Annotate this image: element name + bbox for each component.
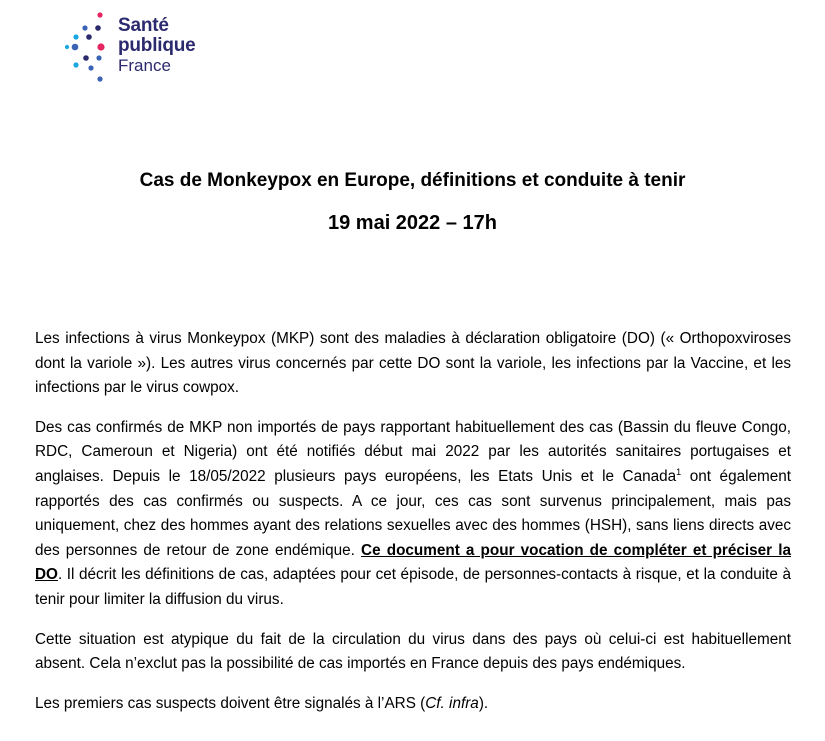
paragraph-2-emphasis: Ce document a pour vocation de compléter et préciser la DO xyxy=(35,541,791,584)
paragraph-2-text-b: ont également rapportés des cas confirmés ou suspects. A ce jour, ces cas sont survenus principalement, mais pas uniquement, chez des hommes ayant des relations sexuelles avec des hommes (HSH), sans liens directs avec des personnes de retour de zone endémique. xyxy=(35,467,791,559)
paragraph-4 xyxy=(35,692,791,717)
paragraph-2-text-c: . Il décrit les définitions de cas, adaptées pour cet épisode, de personnes-contacts à risque, et la conduite à tenir pour limiter la diffusion du virus. xyxy=(35,566,791,608)
logo-line-france: France xyxy=(118,56,171,75)
paragraph-4-text-b: ). xyxy=(478,694,489,712)
sante-publique-france-logo xyxy=(62,10,222,90)
footnote-marker: 1 xyxy=(676,466,682,477)
paragraph-2-text-a: Des cas confirmés de MKP non importés de pays rapportant habituellement des cas (Bassin du fleuve Congo, RDC, Cameroun et Nigeria) ont été notifiés début mai 2022 par les autorités sanitaires portugaises et anglaises. Depuis le 18/05/2022 plusieurs pays européens, les Etats Unis et le Canada xyxy=(35,418,791,485)
paragraph-4-text-a: Les premiers cas suspects doivent être signalés à l’ARS ( xyxy=(35,694,426,712)
document-title: Cas de Monkeypox en Europe, définitions et conduite à tenir xyxy=(139,170,686,191)
paragraph-4-italic: Cf. infra xyxy=(425,694,479,712)
paragraph-1: Les infections à virus Monkeypox (MKP) sont des maladies à déclaration obligatoire (DO) (« Orthopoxviroses dont la variole »). Les autres virus concernés par cette DO sont la variole, les infections par la Vaccine, et les infections par le virus cowpox. xyxy=(35,330,791,397)
paragraph-3: Cette situation est atypique du fait de la circulation du virus dans des pays où celui-ci est habituellement absent. Cela n’exclut pas la possibilité de cas importés en France depuis des pays endémiques. xyxy=(35,630,791,673)
logo-wordmark xyxy=(118,16,196,74)
document-body xyxy=(35,327,791,731)
document-date: 19 mai 2022 – 17h xyxy=(327,212,497,234)
paragraph-2 xyxy=(35,416,791,613)
logo-line-sante: Santé xyxy=(118,15,169,36)
logo-line-publique: publique xyxy=(118,35,196,56)
logo-dots-icon xyxy=(62,10,118,90)
